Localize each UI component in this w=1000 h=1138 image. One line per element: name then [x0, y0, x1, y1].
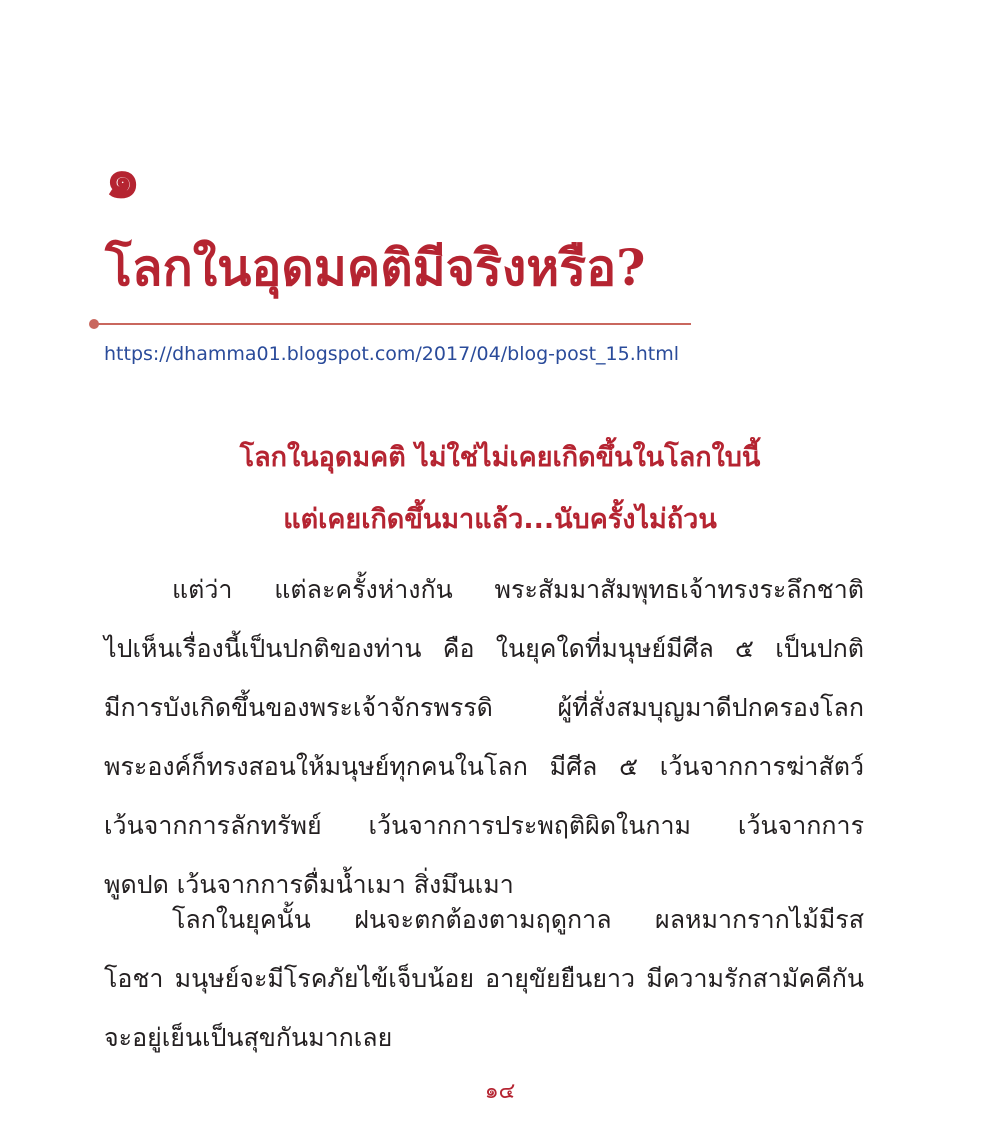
- source-url-link[interactable]: https://dhamma01.blogspot.com/2017/04/blog-post_15.html: [104, 343, 680, 365]
- title-underline-rule: [93, 323, 691, 325]
- paragraph-line: พระองค์ก็ทรงสอนให้มนุษย์ทุกคนในโลก มีศีล ๕ เว้นจากการฆ่าสัตว์: [104, 752, 864, 781]
- paragraph-line: โอชา มนุษย์จะมีโรคภัยไข้เจ็บน้อย อายุขัยยืนยาว มีความรักสามัคคีกัน: [104, 964, 864, 993]
- paragraph-line: จะอยู่เย็นเป็นสุขกันมากเลย: [104, 1023, 393, 1052]
- chapter-title: โลกในอุดมคติมีจริงหรือ?: [105, 238, 646, 297]
- chapter-number: ๑: [105, 145, 141, 211]
- paragraph-line: พูดปด เว้นจากการดื่มน้ำเมา สิ่งมึนเมา: [104, 870, 514, 899]
- page-number: ๑๔: [484, 1079, 516, 1104]
- body-paragraph-2: [104, 890, 864, 1067]
- subheading-line-2: แต่เคยเกิดขึ้นมาแล้ว...นับครั้งไม่ถ้วน: [283, 504, 717, 535]
- paragraph-line: แต่ว่า แต่ละครั้งห่างกัน พระสัมมาสัมพุทธเจ้าทรงระลึกชาติ: [172, 575, 864, 604]
- subheading-line-1: โลกในอุดมคติ ไม่ใช่ไม่เคยเกิดขึ้นในโลกใบนี้: [239, 442, 761, 473]
- body-paragraph-1: [104, 560, 864, 914]
- paragraph-line: เว้นจากการลักทรัพย์ เว้นจากการประพฤติผิดในกาม เว้นจากการ: [104, 811, 864, 840]
- paragraph-line: ไปเห็นเรื่องนี้เป็นปกติของท่าน คือ ในยุคใดที่มนุษย์มีศีล ๕ เป็นปกติ: [104, 634, 864, 663]
- paragraph-line: มีการบังเกิดขึ้นของพระเจ้าจักรพรรดิ ผู้ที่สั่งสมบุญมาดีปกครองโลก: [104, 693, 864, 722]
- paragraph-line: โลกในยุคนั้น ฝนจะตกต้องตามฤดูกาล ผลหมากรากไม้มีรส: [172, 905, 864, 934]
